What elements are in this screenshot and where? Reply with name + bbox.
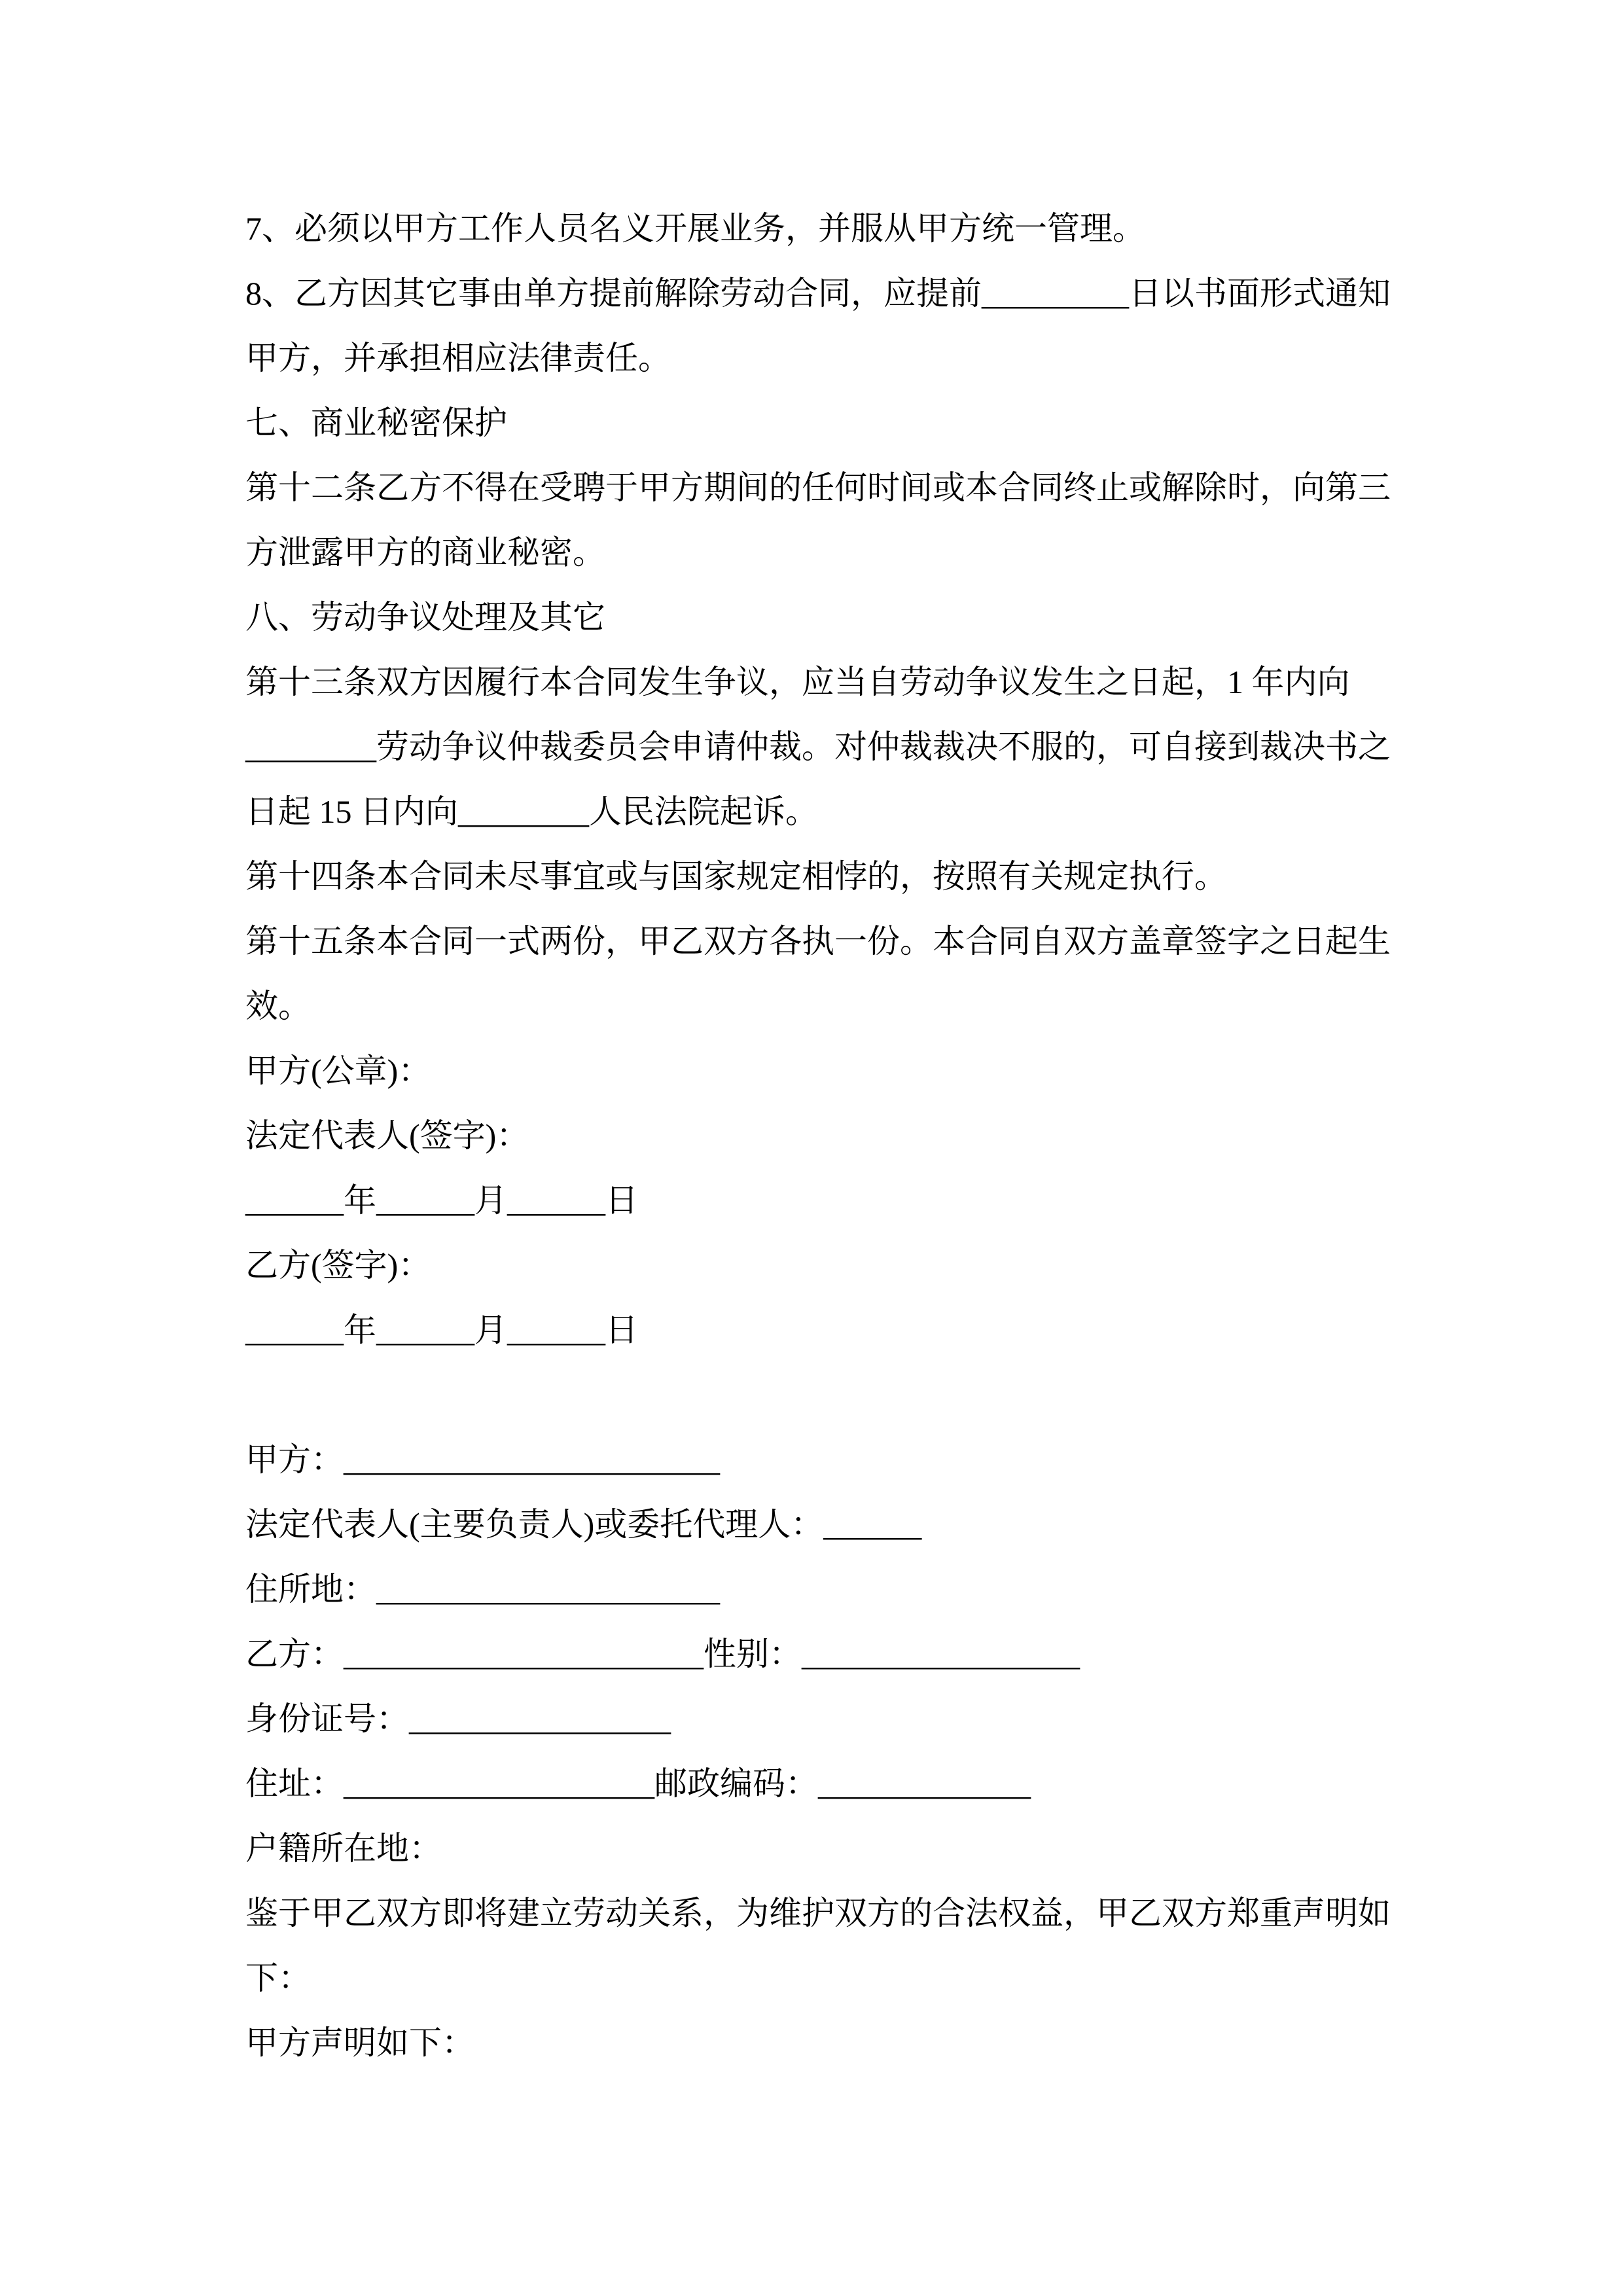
line-date-blank-party-a: ______年______月______日 (245, 1182, 638, 1219)
line-whereas-declaration-cont: 下： (245, 1960, 311, 1996)
line-clause-7: 7、必须以甲方工作人员名义开展业务，并服从甲方统一管理。 (245, 210, 1145, 247)
line-address-postcode-blank: 住址：___________________邮政编码：_____________ (245, 1765, 1031, 1802)
line-article-12: 第十二条乙方不得在受聘于甲方期间的任何时间或本合同终止或解除时，向第三 (245, 469, 1391, 506)
line-clause-8-cont: 甲方，并承担相应法律责任。 (245, 340, 671, 376)
line-article-12-cont: 方泄露甲方的商业秘密。 (245, 534, 605, 571)
line-article-13-cont-2: 日起 15 日内向________人民法院起诉。 (245, 793, 818, 830)
line-clause-8: 8、乙方因其它事由单方提前解除劳动合同，应提前_________日以书面形式通知 (245, 275, 1391, 312)
heading-section-7-trade-secrets: 七、商业秘密保护 (245, 404, 507, 441)
line-id-number-blank: 身份证号：________________ (245, 1700, 671, 1737)
spacer-line (245, 1363, 1404, 1427)
line-party-b-signature-label: 乙方(签字)： (245, 1247, 431, 1283)
line-party-a-declares-label: 甲方声明如下： (245, 2024, 474, 2061)
line-party-b-name-gender-blank: 乙方：______________________性别：_________________ (245, 1636, 1080, 1672)
line-article-15-cont: 效。 (245, 988, 311, 1024)
contract-body (245, 196, 1404, 2075)
line-date-blank-party-b: ______年______月______日 (245, 1312, 638, 1348)
line-whereas-declaration: 鉴于甲乙双方即将建立劳动关系，为维护双方的合法权益，甲乙双方郑重声明如 (245, 1895, 1391, 1931)
line-article-15: 第十五条本合同一式两份，甲乙双方各执一份。本合同自双方盖章签字之日起生 (245, 923, 1391, 960)
line-domicile-blank: 住所地：_____________________ (245, 1571, 720, 1607)
line-legal-rep-signature-label: 法定代表人(签字)： (245, 1117, 529, 1154)
heading-section-8-dispute-resolution: 八、劳动争议处理及其它 (245, 599, 605, 636)
line-article-13: 第十三条双方因履行本合同发生争议，应当自劳动争议发生之日起，1 年内向 (245, 664, 1350, 700)
line-legal-rep-or-agent-blank: 法定代表人(主要负责人)或委托代理人：______ (245, 1506, 922, 1543)
line-party-a-name-blank: 甲方：_______________________ (245, 1441, 720, 1478)
line-party-a-seal-label: 甲方(公章)： (245, 1052, 431, 1089)
line-article-14: 第十四条本合同未尽事宜或与国家规定相悖的，按照有关规定执行。 (245, 858, 1227, 895)
line-household-registration-label: 户籍所在地： (245, 1830, 442, 1867)
line-article-13-cont-1: ________劳动争议仲裁委员会申请仲裁。对仲裁裁决不服的，可自接到裁决书之 (245, 728, 1391, 765)
